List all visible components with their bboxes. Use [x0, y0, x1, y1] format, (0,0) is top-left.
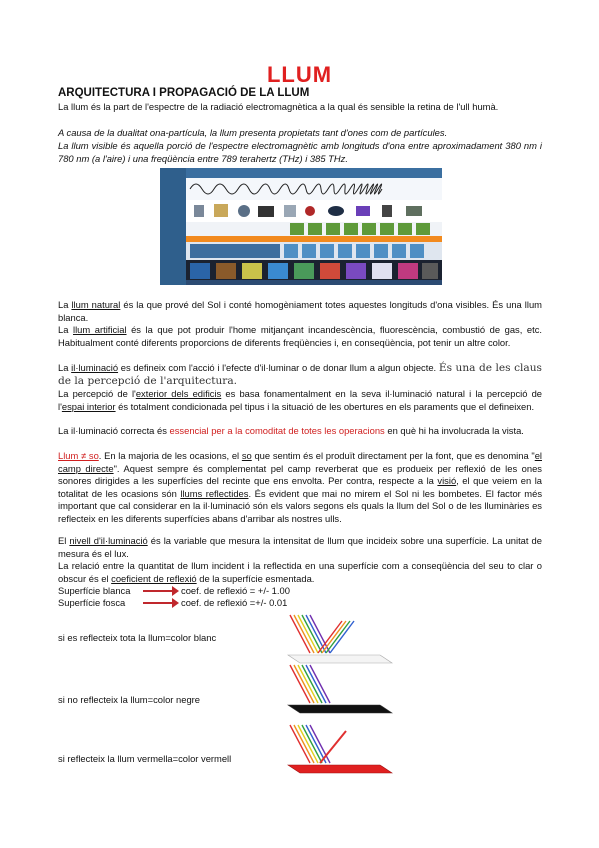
arrow-line: [143, 602, 173, 604]
reflection-coefficient-paragraph: [58, 560, 542, 585]
text: és totalment condicionada pel tipus i la situació de les obertures en els paraments que el defineixen.: [115, 400, 535, 412]
text: és la que pot produir l'home mitjançant incandescència, fluorescència, combustió de gas, etc. Habitualment conté diferents proporcions de diferents freqüències i, en conseqüència, pot tenir un altre color.: [58, 324, 542, 348]
text: en què hi ha involucrada la vista.: [384, 425, 524, 436]
spectrum-figure: [160, 168, 442, 285]
intro-paragraph-2: A causa de la dualitat ona-partícula, la llum presenta propietats tant d'ones com de partícules.: [58, 127, 448, 138]
arrow-right-icon: [172, 586, 179, 596]
term-illumination: il·luminació: [71, 362, 119, 373]
term-sound: so: [241, 450, 252, 461]
term-illumination-level: nivell d'il·luminació: [69, 535, 148, 546]
text: . És evident que mai no mirem el Sol ni les bombetes. El factor més important que cal considerar en la il·luminació són els valors segons els quals la llum del Sol o de les lluminàries es reflecteix en les diferents superfícies abans d'arribar als nostres ulls.: [58, 487, 543, 524]
text: La: [58, 362, 72, 373]
coef-value-dark: coef. de reflexió =+/- 0.01: [181, 597, 288, 608]
text: es defineix com l'acció i l'efecte d'il·luminar o de donar llum a algun objecte.: [118, 362, 439, 373]
term-direct-field: el camp directe: [58, 450, 542, 474]
term-natural-light: llum natural: [71, 299, 121, 310]
text: que sentim és el produït directament per la font, que es denomina ": [251, 450, 535, 461]
perception-paragraph: [58, 388, 542, 413]
text: La: [58, 324, 73, 335]
black-surface-reflection-image: [282, 661, 394, 721]
red-surface-reflection-image: [282, 721, 394, 781]
artificial-light-paragraph: [58, 324, 542, 349]
term-interior-space: espai interior: [61, 400, 116, 412]
term-vision: visió: [437, 475, 457, 487]
caption-black: si no reflecteix la llum=color negre: [58, 694, 200, 705]
text: és la que prové del Sol i conté homogèniament totes aquestes longituds d'ona visibles. És una llum blanca.: [58, 299, 542, 323]
term-building-exterior: exterior dels edificis: [135, 388, 222, 399]
light-vs-sound-paragraph: [58, 450, 542, 526]
natural-light-paragraph: [58, 299, 542, 324]
correct-illumination-paragraph: [58, 425, 542, 438]
text: La percepció de l': [58, 388, 136, 399]
text: La il·luminació correcta és: [58, 425, 170, 436]
term-reflected-light: llums reflectides: [180, 487, 249, 499]
illumination-paragraph: [58, 362, 542, 387]
text: La relació entre la quantitat de llum incident i la reflectida en una superfície com a conseqüència del seu to clar o obscur és el: [58, 560, 542, 584]
text: ". Aquest sempre és complementat pel camp reverberat que es produeix per reflexió de les ones sonores dirigides a les superfícies del recinte que ens envolta. Per contra, respecte a la: [58, 462, 542, 487]
page-title: LLUM: [266, 62, 333, 87]
highlight-essential: essencial per a la comoditat de totes les operacions: [169, 425, 385, 436]
text: El: [58, 535, 70, 546]
coef-label-dark: Superfície fosca: [58, 597, 126, 608]
caption-white: si es reflecteix tota la llum=color blanc: [58, 632, 217, 643]
section-heading: ARQUITECTURA I PROPAGACIÓ DE LA LLUM: [58, 87, 310, 99]
text: es basa fonamentalment en la seva il·luminació natural i la percepció de l': [58, 388, 542, 412]
coef-label-white: Superfície blanca: [58, 585, 131, 596]
term-reflection-coefficient: coeficient de reflexió: [111, 572, 197, 584]
coef-value-white: coef. de reflexió = +/- 1.00: [181, 585, 290, 596]
light-not-sound-label: Llum ≠ so: [58, 450, 99, 461]
text: és la variable que mesura la intensitat de llum que incideix sobre una superfície. La unitat de mesura és el lux.: [58, 535, 542, 559]
key-perception-sentence: És una de les claus de la percepció de l'arquitectura.: [58, 362, 542, 387]
arrow-line: [143, 590, 173, 592]
intro-paragraph-3: La llum visible és aquella porció de l'espectre electromagnètic amb longituds d'ona entre aproximadament 380 nm i 780 nm (a l'aire) i una freqüència entre 789 terahertz (THz) i 385 THz.: [58, 140, 542, 164]
arrow-right-icon: [172, 598, 179, 608]
text: de la superfície esmentada.: [196, 572, 315, 584]
text: . En la majoria de les ocasions, el: [98, 450, 242, 461]
text: , el que veiem en la totalitat de les ocasions són: [58, 475, 542, 499]
intro-paragraph-1: La llum és la part de l'espectre de la radiació electromagnètica a la qual és sensible la retina de l'ull humà.: [58, 101, 499, 112]
caption-red: si reflecteix la llum vermella=color vermell: [58, 753, 232, 764]
term-artificial-light: llum artificial: [73, 324, 127, 335]
text: La: [58, 299, 72, 310]
illumination-level-paragraph: [58, 535, 542, 560]
